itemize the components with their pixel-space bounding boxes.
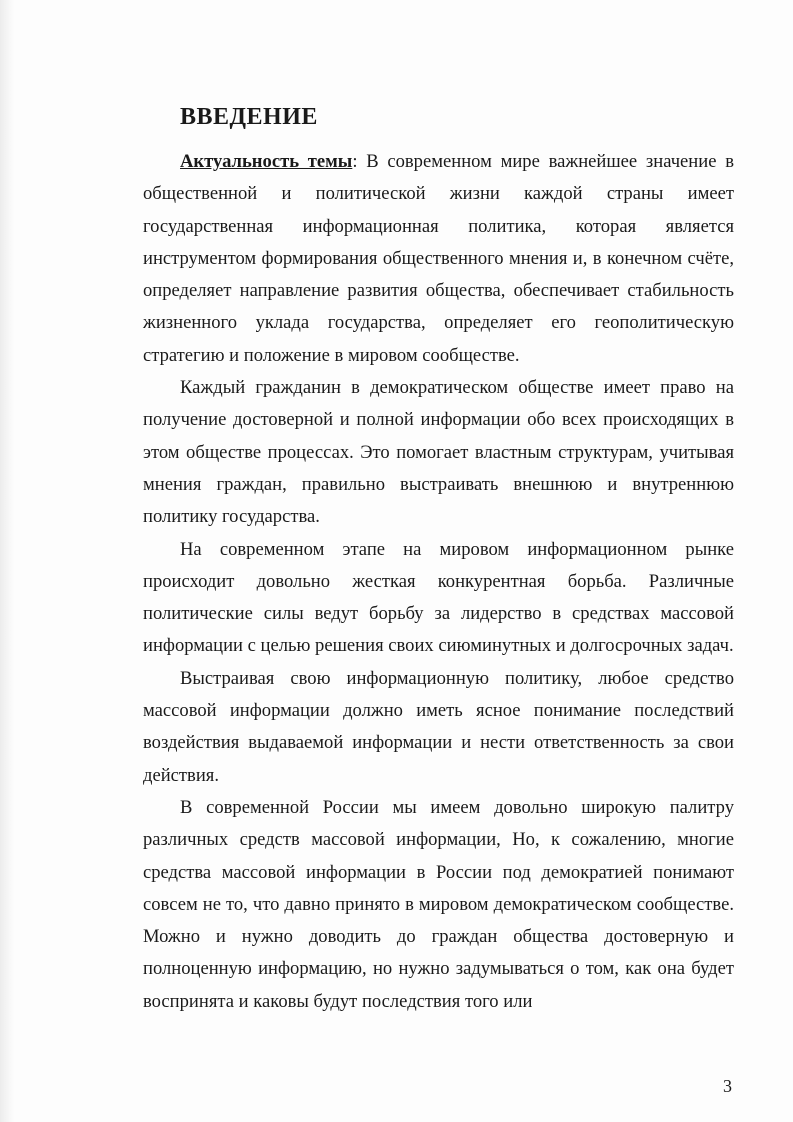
page-number: 3: [723, 1076, 732, 1096]
topic-colon: :: [352, 151, 367, 172]
scan-edge-shadow: [0, 0, 14, 1122]
section-heading: ВВЕДЕНИЕ: [180, 104, 318, 130]
body-text: [143, 146, 734, 1018]
paragraph-text: В современном мире важнейшее значение в общественной и политической жизни каждой страны имеет государственная информационная политика, которая является инструментом формирования общественного мнения и, в конечном счёте, определяет направление развития общества, обеспечивает стабильность жизненного уклада государства, определяет его геополитическую стратегию и положение в мировом сообществе.: [143, 151, 734, 366]
paragraph-relevance: [143, 146, 734, 372]
paragraph: В современной России мы имеем довольно широкую палитру различных средств массовой информации, Но, к сожалению, многие средства массовой информации в России под демократией понимают совсем не то, что давно принято в мировом демократическом сообществе. Можно и нужно доводить до граждан общества достоверную и полноценную информацию, но нужно задумываться о том, как она будет воспринята и каковы будут последствия того или: [143, 796, 734, 1012]
paragraph: Каждый гражданин в демократическом обществе имеет право на получение достоверной и полной информации обо всех происходящих в этом обществе процессах. Это помогает властным структурам, учитывая мнения граждан, правильно выстраивать внешнюю и внутреннюю политику государства.: [143, 377, 734, 528]
topic-label: Актуальность темы: [180, 151, 353, 172]
paragraph: На современном этапе на мировом информационном рынке происходит довольно жесткая конкурентная борьба. Различные политические силы ведут борьбу за лидерство в средствах массовой информации с целью решения своих сиюминутных и долгосрочных задач.: [143, 538, 734, 657]
paragraph: Выстраивая свою информационную политику, любое средство массовой информации должно иметь ясное понимание последствий воздействия выдаваемой информации и нести ответственность за свои действия.: [143, 667, 734, 786]
